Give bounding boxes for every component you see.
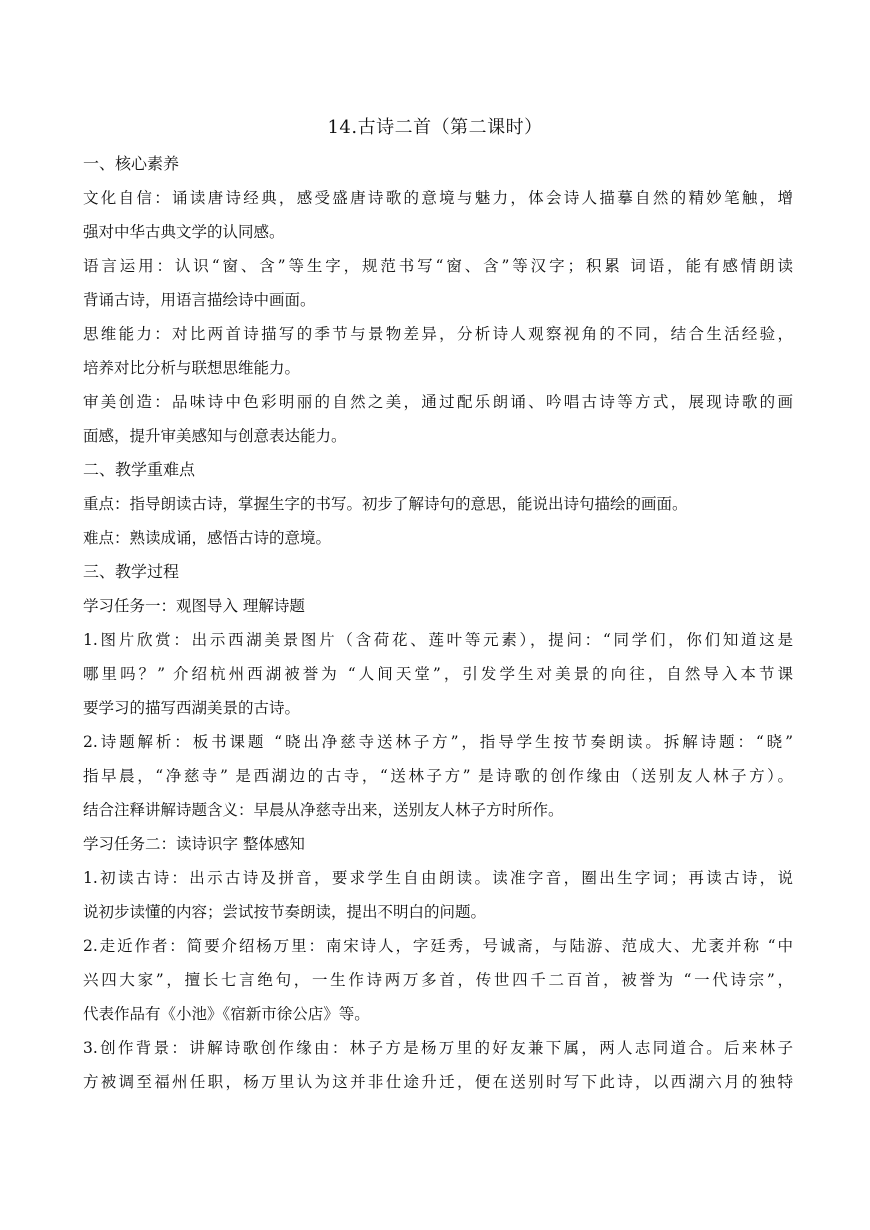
- text-line: 兴四大家”，擅长七言绝句，一生作诗两万多首，传世四千二百首，被誉为 “一代诗宗”，: [83, 971, 793, 989]
- section-heading-teaching-process: 三、教学过程: [83, 562, 180, 581]
- task-heading: 学习任务二：读诗识字 整体感知: [83, 835, 305, 853]
- text-line: 哪里吗？” 介绍杭州西湖被誉为 “人间天堂”，引发学生对美景的向往，自然导入本节课: [83, 665, 793, 683]
- text-line: 说初步读懂的内容；尝试按节奏朗读，提出不明白的问题。: [83, 903, 487, 921]
- text-line: 方被调至福州任职，杨万里认为这并非仕途升迁，便在送别时写下此诗，以西湖六月的独特: [83, 1073, 793, 1091]
- text-line: 培养对比分析与联想思维能力。: [83, 359, 301, 377]
- task-heading: 学习任务一：观图导入 理解诗题: [83, 597, 305, 615]
- text-line: 3.创作背景：讲解诗歌创作缘由：林子方是杨万里的好友兼下属，两人志同道合。后来林子: [83, 1039, 793, 1057]
- text-line: 指早晨，“净慈寺” 是西湖边的古寺，“送林子方” 是诗歌的创作缘由（送别友人林子方）。: [83, 767, 793, 785]
- text-line: 文化自信：诵读唐诗经典，感受盛唐诗歌的意境与魅力，体会诗人描摹自然的精妙笔触，增: [83, 189, 793, 207]
- page-title: 14.古诗二首（第二课时）: [327, 117, 543, 138]
- text-line: 代表作品有《小池》《宿新市徐公店》等。: [83, 1005, 370, 1023]
- text-line: 思维能力：对比两首诗描写的季节与景物差异，分析诗人观察视角的不同，结合生活经验，: [83, 325, 793, 343]
- document-body: [83, 147, 793, 1099]
- text-line: 强对中华古典文学的认同感。: [83, 223, 285, 241]
- section-heading-core-literacy: 一、核心素养: [83, 154, 180, 173]
- text-line: 结合注释讲解诗题含义：早晨从净慈寺出来，送别友人林子方时所作。: [83, 801, 564, 819]
- section-heading-key-points: 二、教学重难点: [83, 460, 196, 479]
- text-line: 面感，提升审美感知与创意表达能力。: [83, 427, 347, 445]
- text-line: 1.图片欣赏：出示西湖美景图片（含荷花、莲叶等元素），提问：“同学们，你们知道这是: [83, 631, 793, 649]
- text-line: 1.初读古诗：出示古诗及拼音，要求学生自由朗读。读准字音，圈出生字词；再读古诗，说: [83, 869, 793, 887]
- text-line: 背诵古诗，用语言描绘诗中画面。: [83, 291, 316, 309]
- text-line: 审美创造：品味诗中色彩明丽的自然之美，通过配乐朗诵、吟唱古诗等方式，展现诗歌的画: [83, 393, 793, 411]
- text-line: 2.走近作者：简要介绍杨万里：南宋诗人，字廷秀，号诚斋，与陆游、范成大、尤袤并称 “中: [83, 937, 793, 955]
- text-line: 难点：熟读成诵，感悟古诗的意境。: [83, 529, 332, 547]
- text-line: 语言运用：认识“窗、含”等生字，规范书写“窗、含”等汉字；积累 词语，能有感情朗读: [83, 257, 793, 275]
- text-line: 2.诗题解析：板书课题 “晓出净慈寺送林子方”，指导学生按节奏朗读。拆解诗题：“晓”: [83, 733, 793, 751]
- text-line: 重点：指导朗读古诗，掌握生字的书写。初步了解诗句的意思，能说出诗句描绘的画面。: [83, 495, 688, 513]
- text-line: 要学习的描写西湖美景的古诗。: [83, 699, 301, 717]
